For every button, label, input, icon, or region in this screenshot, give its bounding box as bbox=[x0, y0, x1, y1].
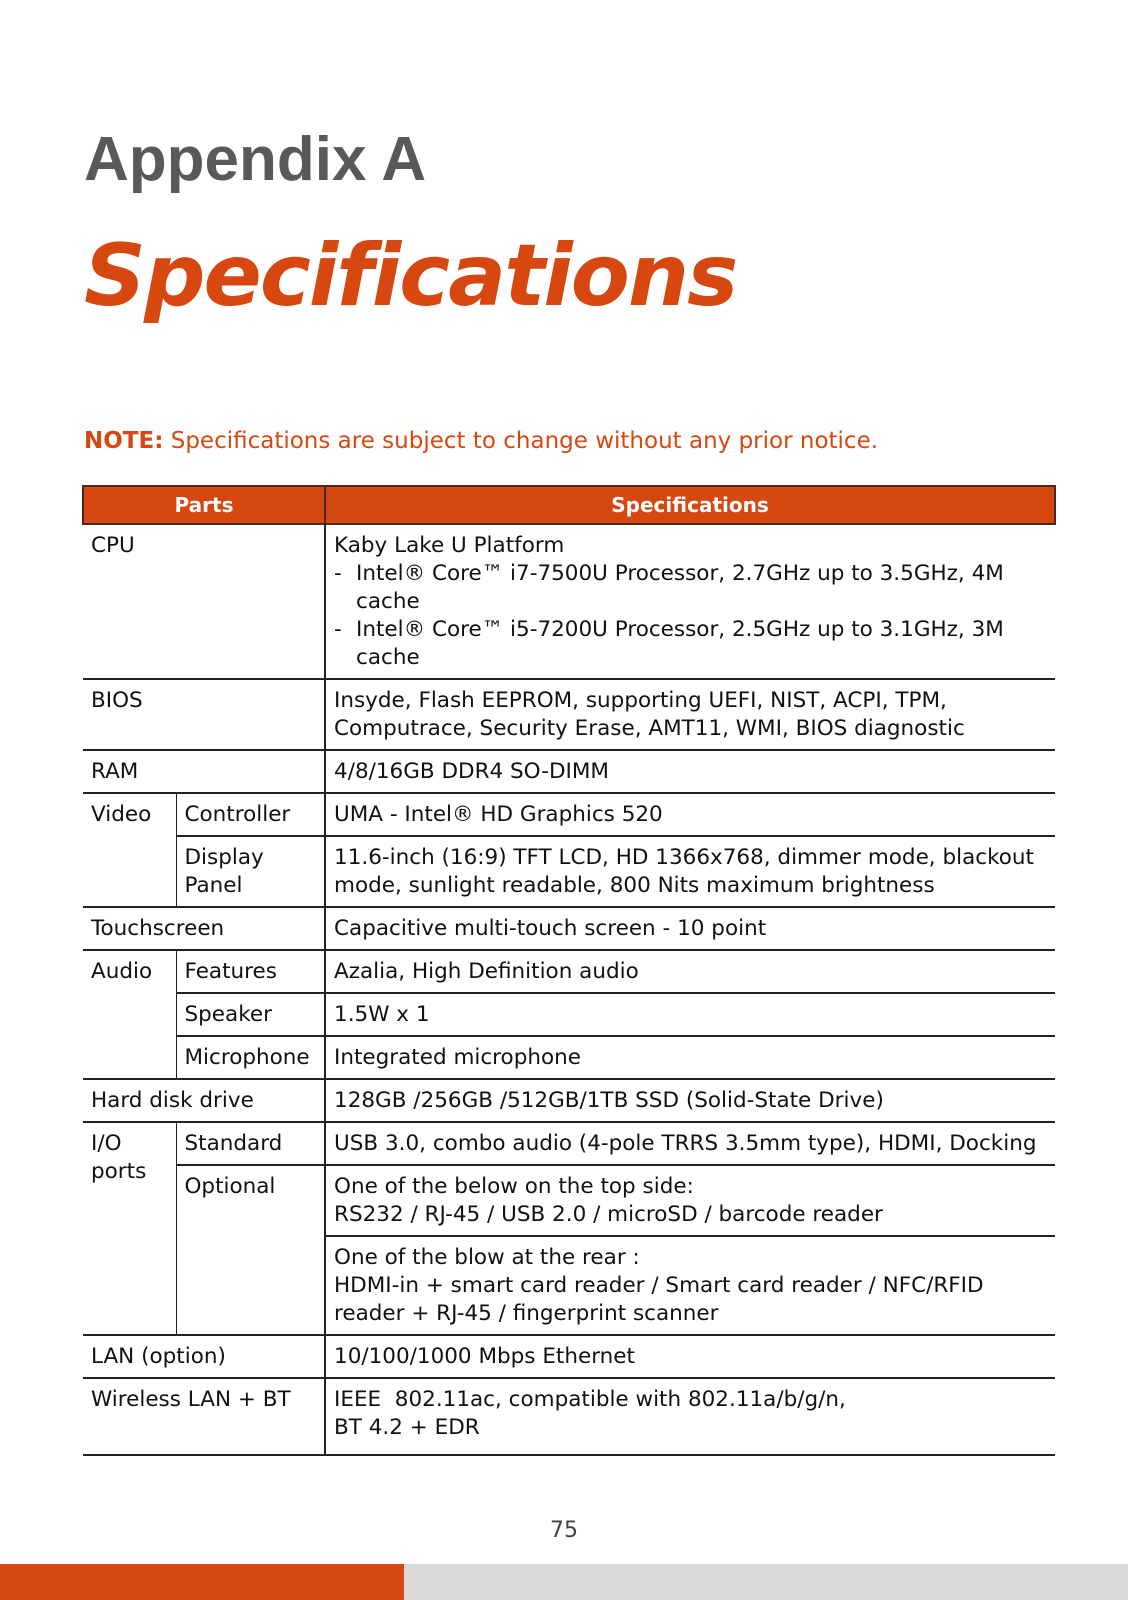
table-row-ram bbox=[83, 750, 1055, 793]
footer-accent-bar bbox=[0, 1564, 404, 1600]
spec-touchscreen: Capacitive multi-touch screen - 10 point bbox=[325, 907, 1055, 950]
table-row-audio-microphone bbox=[83, 1036, 1055, 1079]
spec-lan: 10/100/1000 Mbps Ethernet bbox=[325, 1335, 1055, 1378]
wlan-line-2: BT 4.2 + EDR bbox=[334, 1415, 480, 1440]
cpu-platform: Kaby Lake U Platform bbox=[334, 533, 565, 558]
spec-optional-top bbox=[325, 1165, 1055, 1236]
note bbox=[84, 428, 878, 454]
sub-controller: Controller bbox=[176, 793, 325, 836]
spec-bios: Insyde, Flash EEPROM, supporting UEFI, NIST, ACPI, TPM, Computrace, Security Erase, AMT11, WMI, BIOS diagnostic bbox=[325, 679, 1055, 750]
specifications-table bbox=[82, 485, 1056, 1456]
appendix-heading: Appendix A bbox=[84, 125, 427, 194]
page-number: 75 bbox=[550, 1518, 578, 1543]
table-row-audio-speaker bbox=[83, 993, 1055, 1036]
header-specifications: Specifications bbox=[325, 486, 1055, 524]
table-header-row bbox=[83, 486, 1055, 524]
table-row-io-optional-top bbox=[83, 1165, 1055, 1236]
table-row-wlan bbox=[83, 1378, 1055, 1455]
part-cpu: CPU bbox=[83, 524, 325, 679]
spec-microphone: Integrated microphone bbox=[325, 1036, 1055, 1079]
cpu-bullet-1: Intel® Core™ i7-7500U Processor, 2.7GHz up to 3.5GHz, 4M cache bbox=[356, 561, 1004, 614]
optional-top-line-2: RS232 / RJ-45 / USB 2.0 / microSD / barcode reader bbox=[334, 1202, 883, 1227]
list-item: - Intel® Core™ i5-7200U Processor, 2.5GHz up to 3.1GHz, 3M cache bbox=[334, 616, 1047, 672]
footer-gray-bar bbox=[404, 1564, 1128, 1600]
sub-standard: Standard bbox=[176, 1122, 325, 1165]
note-text: Specifications are subject to change without any prior notice. bbox=[163, 428, 879, 454]
header-parts: Parts bbox=[83, 486, 325, 524]
cpu-bullet-2: Intel® Core™ i5-7200U Processor, 2.5GHz up to 3.1GHz, 3M cache bbox=[356, 617, 1004, 670]
page-title: Specifications bbox=[84, 226, 737, 326]
spec-cpu bbox=[325, 524, 1055, 679]
wlan-line-1: IEEE 802.11ac, compatible with 802.11a/b/g/n, bbox=[334, 1387, 846, 1412]
optional-rear-line-2: HDMI-in + smart card reader / Smart card reader / NFC/RFID reader + RJ-45 / fingerprint scanner bbox=[334, 1273, 984, 1326]
spec-controller: UMA - Intel® HD Graphics 520 bbox=[325, 793, 1055, 836]
sub-features: Features bbox=[176, 950, 325, 993]
part-hdd: Hard disk drive bbox=[83, 1079, 325, 1122]
spec-display-panel: 11.6-inch (16:9) TFT LCD, HD 1366x768, dimmer mode, blackout mode, sunlight readable, 800 Nits maximum brightness bbox=[325, 836, 1055, 907]
table-row-video-display bbox=[83, 836, 1055, 907]
part-wlan: Wireless LAN + BT bbox=[83, 1378, 325, 1455]
table-row-hdd bbox=[83, 1079, 1055, 1122]
part-bios: BIOS bbox=[83, 679, 325, 750]
table-row-touchscreen bbox=[83, 907, 1055, 950]
sub-display-panel: Display Panel bbox=[176, 836, 325, 907]
note-label: NOTE: bbox=[84, 428, 164, 454]
part-video: Video bbox=[83, 793, 176, 907]
list-item: - Intel® Core™ i7-7500U Processor, 2.7GHz up to 3.5GHz, 4M cache bbox=[334, 560, 1047, 616]
part-io-ports: I/O ports bbox=[83, 1122, 176, 1335]
sub-speaker: Speaker bbox=[176, 993, 325, 1036]
spec-speaker: 1.5W x 1 bbox=[325, 993, 1055, 1036]
part-touchscreen: Touchscreen bbox=[83, 907, 325, 950]
optional-rear-line-1: One of the blow at the rear : bbox=[334, 1245, 640, 1270]
sub-optional: Optional bbox=[176, 1165, 325, 1335]
part-lan: LAN (option) bbox=[83, 1335, 325, 1378]
spec-standard: USB 3.0, combo audio (4-pole TRRS 3.5mm type), HDMI, Docking bbox=[325, 1122, 1055, 1165]
part-audio: Audio bbox=[83, 950, 176, 1079]
table-row-cpu bbox=[83, 524, 1055, 679]
spec-features: Azalia, High Definition audio bbox=[325, 950, 1055, 993]
spec-hdd: 128GB /256GB /512GB/1TB SSD (Solid-State Drive) bbox=[325, 1079, 1055, 1122]
table-row-lan bbox=[83, 1335, 1055, 1378]
sub-microphone: Microphone bbox=[176, 1036, 325, 1079]
spec-ram: 4/8/16GB DDR4 SO-DIMM bbox=[325, 750, 1055, 793]
spec-wlan bbox=[325, 1378, 1055, 1455]
table-row-audio-features bbox=[83, 950, 1055, 993]
optional-top-line-1: One of the below on the top side: bbox=[334, 1174, 694, 1199]
table-row-bios bbox=[83, 679, 1055, 750]
part-ram: RAM bbox=[83, 750, 325, 793]
table-row-video-controller bbox=[83, 793, 1055, 836]
table-row-io-standard bbox=[83, 1122, 1055, 1165]
spec-optional-rear bbox=[325, 1236, 1055, 1335]
